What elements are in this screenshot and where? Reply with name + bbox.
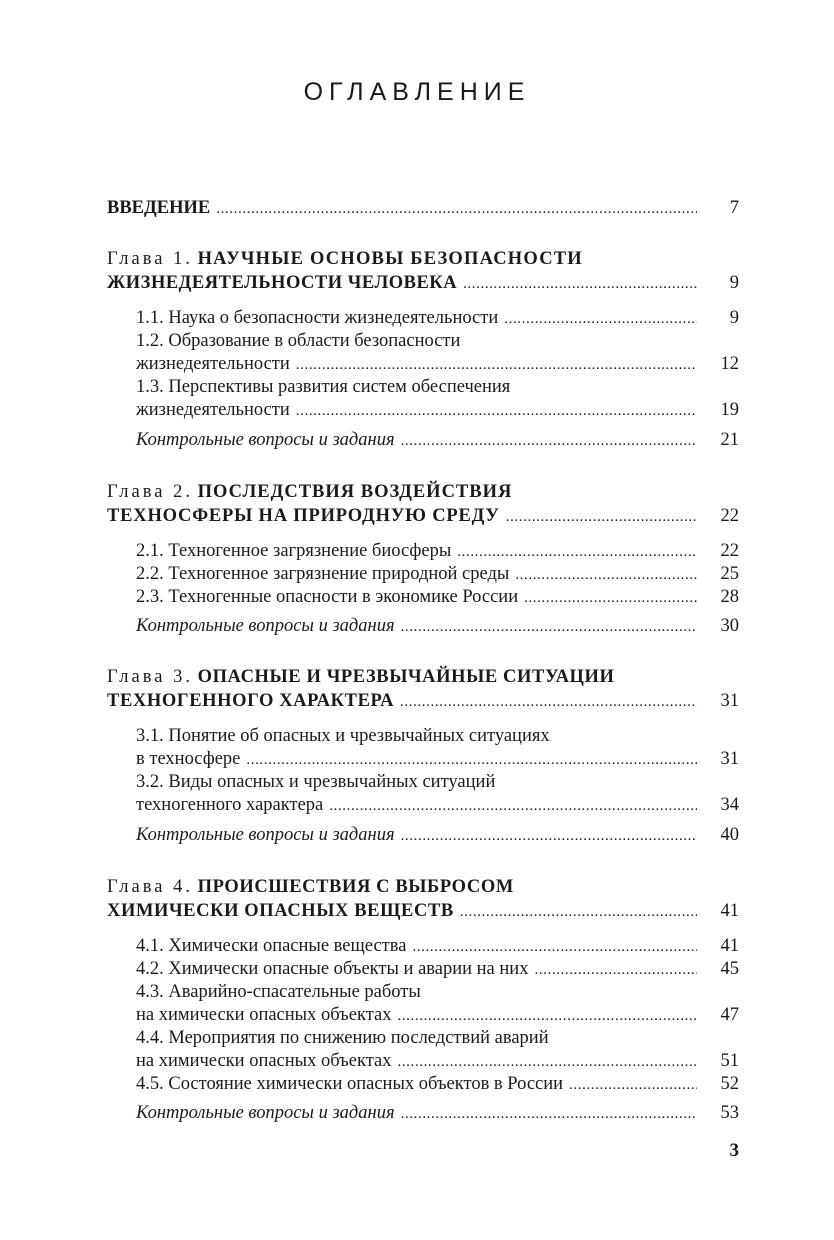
- section-title: 4.4. Мероприятия по снижению последствий аварий: [136, 1028, 549, 1048]
- toc-entry-label: ВВЕДЕНИЕ: [107, 198, 211, 218]
- chapter-title: ТЕХНОГЕННОГО ХАРАКТЕРА: [107, 691, 395, 711]
- toc-page-number: 51: [720, 1051, 739, 1071]
- section-title: 4.2. Химически опасные объекты и аварии на них: [136, 959, 529, 979]
- questions-label: Контрольные вопросы и задания: [136, 1103, 395, 1123]
- toc-entry-intro[interactable]: [107, 196, 739, 220]
- toc-section-3-2-line2[interactable]: [136, 793, 739, 817]
- chapter-3-heading-line2[interactable]: [107, 689, 739, 713]
- toc-page-number: 52: [720, 1074, 739, 1094]
- dot-leader: [397, 1004, 697, 1028]
- toc-page-number: 31: [720, 749, 739, 769]
- toc-questions-2[interactable]: [136, 614, 739, 638]
- toc-page-number: 45: [720, 959, 739, 979]
- toc-section-3-2-line1[interactable]: [136, 770, 739, 794]
- chapter-title: ПРОИСШЕСТВИЯ С ВЫБРОСОМ: [197, 877, 514, 897]
- toc-page-number: 40: [720, 825, 739, 845]
- toc-questions-4[interactable]: [136, 1101, 739, 1125]
- toc-section-1-2-line1[interactable]: [136, 329, 739, 353]
- dot-leader: [504, 307, 697, 331]
- dot-leader: [246, 748, 697, 772]
- toc-section-1-2-line2[interactable]: [136, 352, 739, 376]
- chapter-4-heading-line2[interactable]: [107, 899, 739, 923]
- chapter-title: ТЕХНОСФЕРЫ НА ПРИРОДНУЮ СРЕДУ: [107, 506, 500, 526]
- toc-page-number: 41: [720, 901, 739, 921]
- section-title: жизнедеятельности: [136, 354, 290, 374]
- toc-page-number: 53: [720, 1103, 739, 1123]
- toc-section-4-5[interactable]: [136, 1072, 739, 1096]
- chapter-title: ЖИЗНЕДЕЯТЕЛЬНОСТИ ЧЕЛОВЕКА: [107, 273, 458, 293]
- chapter-2-heading-line2[interactable]: [107, 504, 739, 528]
- questions-label: Контрольные вопросы и задания: [136, 616, 395, 636]
- dot-leader: [569, 1073, 697, 1097]
- chapter-title: ПОСЛЕДСТВИЯ ВОЗДЕЙСТВИЯ: [197, 482, 513, 502]
- page-number: 3: [729, 1140, 739, 1161]
- section-title: жизнедеятельности: [136, 400, 290, 420]
- chapter-3-heading-line1[interactable]: [107, 665, 739, 689]
- chapter-heading-text: [107, 480, 512, 504]
- toc-page-number: 9: [729, 273, 739, 293]
- toc-page-number: 30: [720, 616, 739, 636]
- toc-page-number: 19: [720, 400, 739, 420]
- toc-section-4-4-line1[interactable]: [136, 1026, 739, 1050]
- section-title: 4.3. Аварийно-спасательные работы: [136, 982, 421, 1002]
- toc-page-number: 22: [720, 506, 739, 526]
- dot-leader: [412, 935, 697, 959]
- toc-section-4-2[interactable]: [136, 957, 739, 981]
- section-title: в техносфере: [136, 749, 241, 769]
- toc-page-number: 41: [720, 936, 739, 956]
- dot-leader: [296, 353, 697, 377]
- chapter-title: ОПАСНЫЕ И ЧРЕЗВЫЧАЙНЫЕ СИТУАЦИИ: [197, 667, 615, 687]
- dot-leader: [534, 958, 697, 982]
- section-title: 3.1. Понятие об опасных и чрезвычайных ситуациях: [136, 726, 550, 746]
- toc-page-number: 7: [729, 198, 739, 218]
- section-title: 2.3. Техногенные опасности в экономике России: [136, 587, 519, 607]
- toc-page-number: 21: [720, 430, 739, 450]
- toc-section-4-4-line2[interactable]: [136, 1049, 739, 1073]
- toc-section-2-3[interactable]: [136, 585, 739, 609]
- section-title: 4.1. Химически опасные вещества: [136, 936, 407, 956]
- section-title: 2.2. Техногенное загрязнение природной среды: [136, 564, 510, 584]
- dot-leader: [401, 615, 697, 639]
- toc-page-number: 31: [720, 691, 739, 711]
- section-title: на химически опасных объектах: [136, 1051, 392, 1071]
- toc-page-number: 28: [720, 587, 739, 607]
- dot-leader: [460, 900, 697, 924]
- chapter-prefix: Глава 4.: [107, 877, 193, 897]
- toc-section-3-1-line2[interactable]: [136, 747, 739, 771]
- chapter-title: ХИМИЧЕСКИ ОПАСНЫХ ВЕЩЕСТВ: [107, 901, 454, 921]
- dot-leader: [457, 540, 697, 564]
- toc-section-2-2[interactable]: [136, 562, 739, 586]
- toc-section-1-1[interactable]: [136, 306, 739, 330]
- section-title: 1.3. Перспективы развития систем обеспечения: [136, 377, 511, 397]
- chapter-prefix: Глава 3.: [107, 667, 193, 687]
- dot-leader: [401, 824, 697, 848]
- chapter-heading-text: [107, 665, 615, 689]
- toc-section-1-3-line2[interactable]: [136, 398, 739, 422]
- toc-page-number: 12: [720, 354, 739, 374]
- section-title: 3.2. Виды опасных и чрезвычайных ситуаций: [136, 772, 496, 792]
- toc-section-1-3-line1[interactable]: [136, 375, 739, 399]
- toc-section-4-3-line2[interactable]: [136, 1003, 739, 1027]
- chapter-heading-text: [107, 875, 514, 899]
- questions-label: Контрольные вопросы и задания: [136, 430, 395, 450]
- chapter-2-heading-line1[interactable]: [107, 480, 739, 504]
- toc-page-number: 9: [729, 308, 739, 328]
- chapter-1-heading-line1[interactable]: [107, 247, 739, 271]
- toc-questions-1[interactable]: [136, 428, 739, 452]
- dot-leader: [401, 429, 697, 453]
- dot-leader: [463, 272, 697, 296]
- toc-page-number: 47: [720, 1005, 739, 1025]
- dot-leader: [524, 586, 697, 610]
- chapter-title: НАУЧНЫЕ ОСНОВЫ БЕЗОПАСНОСТИ: [197, 249, 583, 269]
- chapter-prefix: Глава 1.: [107, 249, 193, 269]
- dot-leader: [216, 197, 697, 221]
- section-title: на химически опасных объектах: [136, 1005, 392, 1025]
- section-title: техногенного характера: [136, 795, 324, 815]
- toc-section-4-3-line1[interactable]: [136, 980, 739, 1004]
- toc-page-number: 34: [720, 795, 739, 815]
- chapter-4-heading-line1[interactable]: [107, 875, 739, 899]
- questions-label: Контрольные вопросы и задания: [136, 825, 395, 845]
- dot-leader: [400, 690, 697, 714]
- toc-section-2-1[interactable]: [136, 539, 739, 563]
- dot-leader: [401, 1102, 697, 1126]
- chapter-heading-text: [107, 247, 583, 271]
- chapter-1-heading-line2[interactable]: [107, 271, 739, 295]
- chapter-prefix: Глава 2.: [107, 482, 193, 502]
- dot-leader: [329, 794, 697, 818]
- dot-leader: [515, 563, 697, 587]
- section-title: 2.1. Техногенное загрязнение биосферы: [136, 541, 452, 561]
- toc-page-number: 22: [720, 541, 739, 561]
- dot-leader: [296, 399, 697, 423]
- dot-leader: [506, 505, 697, 529]
- section-title: 4.5. Состояние химически опасных объектов в России: [136, 1074, 564, 1094]
- toc-questions-3[interactable]: [136, 823, 739, 847]
- toc-section-4-1[interactable]: [136, 934, 739, 958]
- page-title: ОГЛАВЛЕНИЕ: [303, 78, 531, 106]
- dot-leader: [397, 1050, 697, 1074]
- toc-page-number: 25: [720, 564, 739, 584]
- section-title: 1.2. Образование в области безопасности: [136, 331, 461, 351]
- section-title: 1.1. Наука о безопасности жизнедеятельности: [136, 308, 499, 328]
- toc-section-3-1-line1[interactable]: [136, 724, 739, 748]
